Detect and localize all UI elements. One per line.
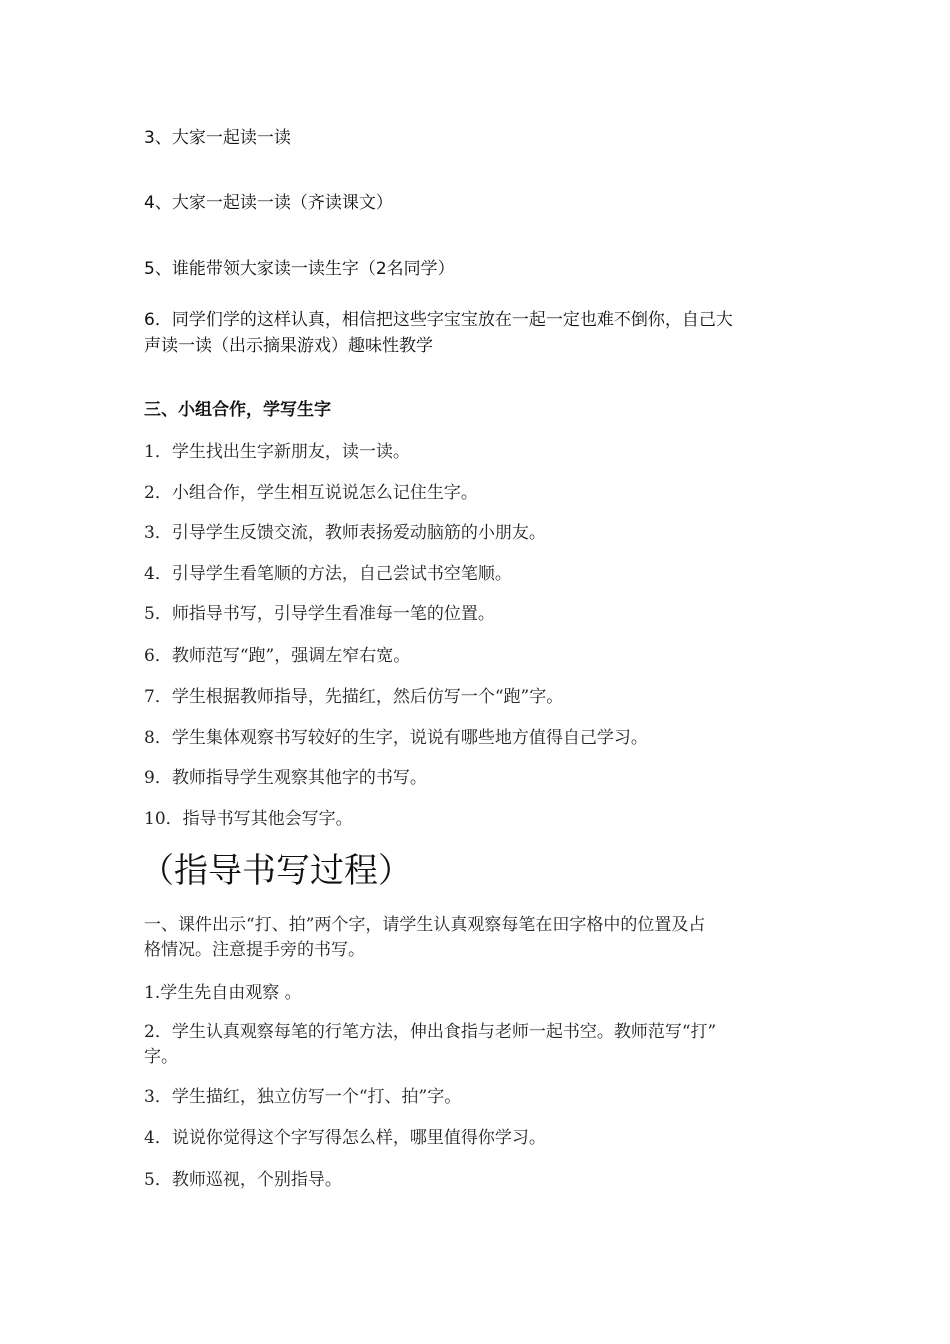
writing-intro-line-1: 一、课件出示“打、拍”两个字，请学生认真观察每笔在田字格中的位置及占 — [144, 915, 706, 935]
step-6-line-1: 6．同学们学的这样认真，相信把这些字宝宝放在一起一定也难不倒你，自己大 — [144, 310, 733, 330]
writing-intro-line-2: 格情况。注意提手旁的书写。 — [144, 940, 365, 960]
section-3-item: 2．小组合作，学生相互说说怎么记住生字。 — [144, 483, 478, 503]
section-3-item: 9．教师指导学生观察其他字的书写。 — [144, 768, 427, 788]
section-3-item: 7．学生根据教师指导，先描红，然后仿写一个“跑”字。 — [144, 687, 564, 707]
section-3-item: 4．引导学生看笔顺的方法，自己尝试书空笔顺。 — [144, 564, 512, 584]
step-6-line-2: 声读一读（出示摘果游戏）趣味性教学 — [144, 336, 433, 356]
section-3-item: 1．学生找出生字新朋友，读一读。 — [144, 442, 410, 462]
step-3: 3、大家一起读一读 — [144, 128, 291, 148]
section-3-item: 8．学生集体观察书写较好的生字，说说有哪些地方值得自己学习。 — [144, 728, 648, 748]
writing-item: 2．学生认真观察每笔的行笔方法，伸出食指与老师一起书空。教师范写“打” — [144, 1022, 717, 1042]
section-3-item: 5．师指导书写，引导学生看准每一笔的位置。 — [144, 604, 495, 624]
step-4: 4、大家一起读一读（齐读课文） — [144, 193, 393, 213]
section-3-heading: 三、小组合作，学写生字 — [144, 400, 331, 420]
writing-process-title: （指导书写过程） — [140, 851, 412, 891]
writing-item: 1.学生先自由观察 。 — [144, 983, 302, 1003]
writing-item: 5．教师巡视，个别指导。 — [144, 1170, 342, 1190]
writing-item: 4．说说你觉得这个字写得怎么样，哪里值得你学习。 — [144, 1128, 546, 1148]
writing-item: 3．学生描红，独立仿写一个“打、拍”字。 — [144, 1087, 462, 1107]
step-5: 5、谁能带领大家读一读生字（2名同学） — [144, 259, 455, 279]
writing-item-continuation: 字。 — [144, 1047, 178, 1067]
section-3-item: 6．教师范写“跑”，强调左窄右宽。 — [144, 646, 411, 666]
section-3-item: 3．引导学生反馈交流，教师表扬爱动脑筋的小朋友。 — [144, 523, 546, 543]
section-3-item: 10．指导书写其他会写字。 — [144, 809, 353, 829]
